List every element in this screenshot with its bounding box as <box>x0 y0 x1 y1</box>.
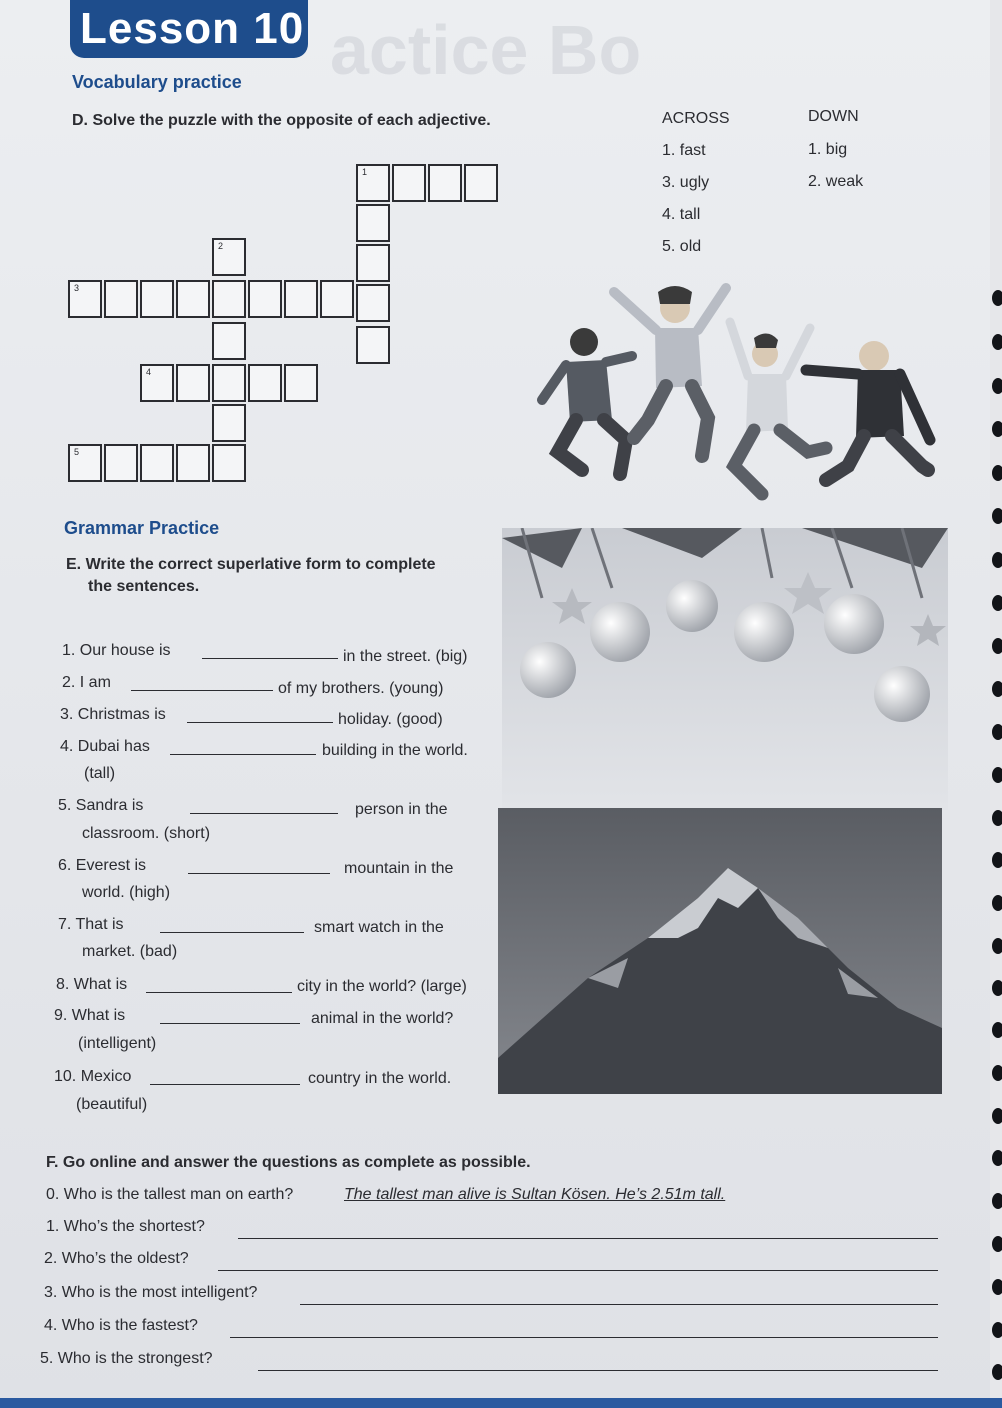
answer-blank-7[interactable] <box>160 932 304 933</box>
binding-hole <box>992 810 1002 826</box>
binding-hole <box>992 852 1002 868</box>
down-clue-2: 2. weak <box>808 173 864 190</box>
sentence-1-end: in the street. (big) <box>343 648 468 665</box>
answer-blank-4[interactable] <box>170 754 316 755</box>
answer-line-4[interactable] <box>230 1337 938 1338</box>
example-answer: The tallest man alive is Sultan Kösen. He’s 2.51m tall. <box>344 1186 726 1203</box>
binding-hole <box>992 895 1002 911</box>
sentence-3-start: 3. Christmas is <box>60 706 166 723</box>
sentence-9-end: animal in the world? <box>311 1010 454 1027</box>
clue-number: 2 <box>218 241 224 251</box>
sentence-7-start: 7. That is <box>58 916 124 933</box>
crossword-cell[interactable] <box>284 280 318 318</box>
clue-number: 4 <box>146 367 152 377</box>
crossword-cell[interactable] <box>356 284 390 322</box>
crossword-cell[interactable] <box>140 280 174 318</box>
binding-hole <box>992 1022 1002 1038</box>
down-title: DOWN <box>808 108 859 125</box>
sentence-8-start: 8. What is <box>56 976 128 993</box>
binding-hole <box>992 638 1002 654</box>
across-clue-5: 5. old <box>662 238 702 255</box>
crossword-cell[interactable] <box>212 364 246 402</box>
binding-hole <box>992 290 1002 306</box>
sentence-10-end: country in the world. <box>308 1070 452 1087</box>
answer-blank-2[interactable] <box>131 690 273 691</box>
across-clue-4: 4. tall <box>662 206 701 223</box>
sentence-5-cue: classroom. (short) <box>82 825 211 842</box>
crossword-cell[interactable] <box>428 164 462 202</box>
binding-hole <box>992 1236 1002 1252</box>
answer-line-3[interactable] <box>300 1304 938 1305</box>
crossword-cell[interactable] <box>104 280 138 318</box>
crossword-cell[interactable] <box>284 364 318 402</box>
binding-hole <box>992 1364 1002 1380</box>
background-watermark: actice Bo <box>330 11 642 89</box>
christmas-ornaments-photo <box>502 528 948 810</box>
crossword-cell[interactable] <box>140 444 174 482</box>
crossword-cell[interactable] <box>176 364 210 402</box>
binding-hole <box>992 334 1002 350</box>
vocab-section-title: Vocabulary practice <box>72 72 242 92</box>
binding-hole <box>992 378 1002 394</box>
crossword-cell[interactable] <box>320 280 354 318</box>
question-4: 4. Who is the fastest? <box>44 1317 198 1334</box>
binding-hole <box>992 595 1002 611</box>
vocab-instruction: D. Solve the puzzle with the opposite of each adjective. <box>72 112 491 129</box>
answer-blank-3[interactable] <box>187 722 333 723</box>
jumping-friends-illustration <box>530 270 950 520</box>
answer-blank-8[interactable] <box>146 992 292 993</box>
answer-blank-6[interactable] <box>188 873 330 874</box>
question-1: 1. Who’s the shortest? <box>46 1218 205 1235</box>
down-clue-1: 1. big <box>808 141 848 158</box>
sentence-10-cue: (beautiful) <box>76 1096 148 1113</box>
question-3: 3. Who is the most intelligent? <box>44 1284 258 1301</box>
binding-hole <box>992 421 1002 437</box>
binding-hole <box>992 1193 1002 1209</box>
clue-number: 3 <box>74 283 80 293</box>
crossword-cell[interactable] <box>68 280 102 318</box>
binding-hole <box>992 767 1002 783</box>
crossword-cell[interactable] <box>212 280 246 318</box>
sentence-9-cue: (intelligent) <box>78 1035 157 1052</box>
crossword-cell[interactable] <box>212 444 246 482</box>
sentence-4-cue: (tall) <box>84 765 116 782</box>
sentence-7-cue: market. (bad) <box>82 943 178 960</box>
crossword-cell[interactable] <box>68 444 102 482</box>
answer-line-5[interactable] <box>258 1370 938 1371</box>
sentence-5-end: person in the <box>355 801 448 818</box>
crossword-cell[interactable] <box>464 164 498 202</box>
grammar-instruction-line1: E. Write the correct superlative form to complete <box>66 556 436 573</box>
binding-hole <box>992 508 1002 524</box>
clue-number: 5 <box>74 447 80 457</box>
binding-hole <box>992 938 1002 954</box>
binding-hole <box>992 552 1002 568</box>
answer-line-1[interactable] <box>238 1238 938 1239</box>
sentence-6-cue: world. (high) <box>82 884 171 901</box>
binding-hole <box>992 1150 1002 1166</box>
binding-hole <box>992 1108 1002 1124</box>
clue-number: 1 <box>362 167 368 177</box>
sentence-3-end: holiday. (good) <box>338 711 443 728</box>
crossword-cell[interactable] <box>212 322 246 360</box>
crossword-cell[interactable] <box>392 164 426 202</box>
crossword-cell[interactable] <box>356 244 390 282</box>
across-title: ACROSS <box>662 110 730 127</box>
online-instruction: F. Go online and answer the questions as complete as possible. <box>46 1154 531 1171</box>
answer-blank-5[interactable] <box>190 813 338 814</box>
grammar-instruction-line2: the sentences. <box>88 578 200 595</box>
sentence-6-end: mountain in the <box>344 860 454 877</box>
binding-hole <box>992 1065 1002 1081</box>
crossword-cell[interactable] <box>248 280 282 318</box>
binding-hole <box>992 1322 1002 1338</box>
lesson-title: Lesson 10 <box>80 4 305 53</box>
sentence-5-start: 5. Sandra is <box>58 797 144 814</box>
sentence-2-start: 2. I am <box>62 674 111 691</box>
across-clue-3: 3. ugly <box>662 174 710 191</box>
binding-hole <box>992 465 1002 481</box>
sentence-4-start: 4. Dubai has <box>60 738 150 755</box>
crossword-cell[interactable] <box>356 326 390 364</box>
question-5: 5. Who is the strongest? <box>40 1350 213 1367</box>
answer-blank-10[interactable] <box>150 1084 300 1085</box>
grammar-section-title: Grammar Practice <box>64 518 220 538</box>
example-question: 0. Who is the tallest man on earth? <box>46 1186 294 1203</box>
crossword-cell[interactable] <box>176 444 210 482</box>
binding-hole <box>992 681 1002 697</box>
mountain-photo <box>498 808 942 1094</box>
crossword-cell[interactable] <box>212 238 246 276</box>
crossword-cell[interactable] <box>140 364 174 402</box>
crossword-cell[interactable] <box>104 444 138 482</box>
sentence-8-end: city in the world? (large) <box>297 978 467 995</box>
answer-blank-9[interactable] <box>160 1023 300 1024</box>
sentence-7-end: smart watch in the <box>314 919 444 936</box>
crossword-cell[interactable] <box>356 164 390 202</box>
crossword-cell[interactable] <box>212 404 246 442</box>
crossword-cell[interactable] <box>248 364 282 402</box>
sentence-1-start: 1. Our house is <box>62 642 171 659</box>
crossword-cell[interactable] <box>356 204 390 242</box>
across-clue-1: 1. fast <box>662 142 706 159</box>
binding-hole <box>992 1279 1002 1295</box>
sentence-9-start: 9. What is <box>54 1007 126 1024</box>
crossword-cell[interactable] <box>176 280 210 318</box>
binding-hole <box>992 980 1002 996</box>
sentence-4-end: building in the world. <box>322 742 468 759</box>
binding-hole <box>992 724 1002 740</box>
sentence-10-start: 10. Mexico <box>54 1068 132 1085</box>
answer-line-2[interactable] <box>218 1270 938 1271</box>
answer-blank-1[interactable] <box>202 658 338 659</box>
bottom-color-bar <box>0 1398 1002 1408</box>
sentence-2-end: of my brothers. (young) <box>278 680 444 697</box>
question-2: 2. Who’s the oldest? <box>44 1250 189 1267</box>
sentence-6-start: 6. Everest is <box>58 857 147 874</box>
